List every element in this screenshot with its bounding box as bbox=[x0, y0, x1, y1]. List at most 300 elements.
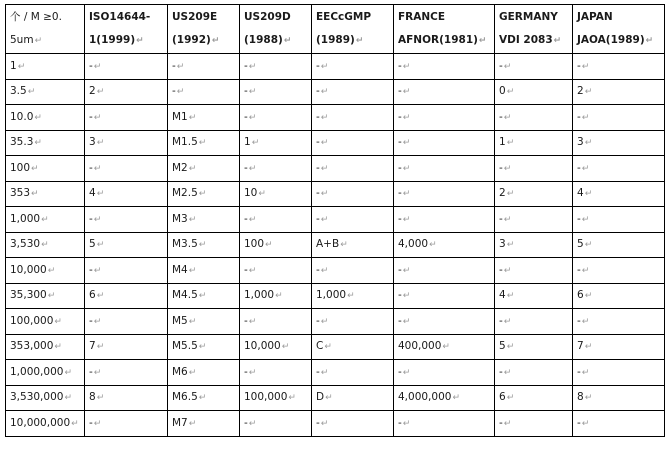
paragraph-mark-icon: ↵ bbox=[198, 393, 207, 404]
paragraph-mark-icon: ↵ bbox=[96, 240, 105, 251]
paragraph-mark-icon: ↵ bbox=[503, 265, 512, 276]
paragraph-mark-icon: ↵ bbox=[31, 189, 39, 200]
table-row bbox=[6, 181, 665, 207]
table-cell bbox=[495, 54, 573, 80]
table-cell bbox=[495, 283, 573, 309]
cell-value: 1 bbox=[499, 136, 506, 149]
paragraph-mark-icon: ↵ bbox=[506, 189, 515, 200]
column-header-line-2 bbox=[316, 29, 389, 53]
table-cell bbox=[394, 79, 495, 105]
table-cell bbox=[240, 207, 312, 233]
paragraph-mark-icon: ↵ bbox=[581, 214, 590, 225]
paragraph-mark-icon: ↵ bbox=[96, 138, 105, 149]
cell-value: M4.5 bbox=[172, 289, 198, 302]
cell-value: 3,530,000 bbox=[10, 391, 64, 404]
cell-value: 353 bbox=[10, 187, 31, 200]
paragraph-mark-icon: ↵ bbox=[584, 393, 593, 404]
table-cell bbox=[394, 411, 495, 437]
paragraph-mark-icon: ↵ bbox=[402, 265, 411, 276]
table-cell bbox=[495, 309, 573, 335]
cell-value: - bbox=[577, 416, 581, 429]
table-cell bbox=[495, 130, 573, 156]
cell-value: 2 bbox=[499, 187, 506, 200]
paragraph-mark-icon: ↵ bbox=[506, 342, 515, 353]
table-cell bbox=[573, 79, 665, 105]
table-cell bbox=[573, 411, 665, 437]
table-row bbox=[6, 385, 665, 411]
table-cell bbox=[6, 232, 85, 258]
paragraph-mark-icon: ↵ bbox=[429, 240, 437, 251]
paragraph-mark-icon: ↵ bbox=[281, 342, 290, 353]
paragraph-mark-icon: ↵ bbox=[93, 265, 102, 276]
cell-value: M6 bbox=[172, 365, 188, 378]
table-cell bbox=[168, 156, 240, 182]
paragraph-mark-icon: ↵ bbox=[581, 112, 590, 123]
column-header bbox=[394, 5, 495, 54]
table-row bbox=[6, 207, 665, 233]
table-cell bbox=[394, 283, 495, 309]
cell-value: - bbox=[316, 161, 320, 174]
paragraph-mark-icon: ↵ bbox=[320, 138, 329, 149]
table-cell bbox=[240, 385, 312, 411]
paragraph-mark-icon: ↵ bbox=[506, 240, 515, 251]
paragraph-mark-icon: ↵ bbox=[320, 265, 329, 276]
paragraph-mark-icon: ↵ bbox=[31, 163, 39, 174]
cell-value: 1,000,000 bbox=[10, 365, 64, 378]
cell-value: - bbox=[316, 59, 320, 72]
cell-value: - bbox=[316, 110, 320, 123]
column-header-line-2 bbox=[398, 29, 490, 53]
table-cell bbox=[240, 334, 312, 360]
table-cell bbox=[394, 54, 495, 80]
paragraph-mark-icon: ↵ bbox=[402, 87, 411, 98]
paragraph-mark-icon: ↵ bbox=[54, 316, 62, 327]
cell-value: 100 bbox=[244, 238, 265, 251]
cell-value: 1 bbox=[244, 136, 251, 149]
paragraph-mark-icon: ↵ bbox=[581, 316, 590, 327]
table-cell bbox=[85, 105, 168, 131]
cell-value: - bbox=[316, 365, 320, 378]
cell-value: - bbox=[316, 416, 320, 429]
paragraph-mark-icon: ↵ bbox=[188, 418, 197, 429]
table-cell bbox=[312, 54, 394, 80]
table-cell bbox=[85, 258, 168, 284]
paragraph-mark-icon: ↵ bbox=[248, 214, 257, 225]
table-cell bbox=[168, 258, 240, 284]
paragraph-mark-icon: ↵ bbox=[248, 112, 257, 123]
table-cell bbox=[394, 309, 495, 335]
column-header bbox=[312, 5, 394, 54]
cell-value: - bbox=[577, 110, 581, 123]
cell-value: - bbox=[89, 416, 93, 429]
cell-value: C bbox=[316, 340, 324, 353]
paragraph-mark-icon: ↵ bbox=[503, 112, 512, 123]
column-header-line-2 bbox=[499, 29, 568, 53]
table-cell bbox=[312, 360, 394, 386]
cell-value: 4,000 bbox=[398, 238, 429, 251]
table-cell bbox=[495, 360, 573, 386]
column-header bbox=[168, 5, 240, 54]
paragraph-mark-icon: ↵ bbox=[258, 189, 266, 200]
cell-value: 6 bbox=[577, 289, 584, 302]
paragraph-mark-icon: ↵ bbox=[320, 418, 329, 429]
paragraph-mark-icon: ↵ bbox=[265, 240, 273, 251]
table-cell bbox=[6, 258, 85, 284]
table-cell bbox=[6, 283, 85, 309]
cell-value: - bbox=[244, 365, 248, 378]
paragraph-mark-icon: ↵ bbox=[355, 35, 364, 46]
column-header bbox=[6, 5, 85, 54]
paragraph-mark-icon: ↵ bbox=[41, 214, 49, 225]
cell-value: - bbox=[577, 263, 581, 276]
paragraph-mark-icon: ↵ bbox=[452, 393, 460, 404]
table-cell bbox=[240, 232, 312, 258]
table-cell bbox=[168, 181, 240, 207]
table-cell bbox=[573, 156, 665, 182]
cell-value: - bbox=[244, 263, 248, 276]
cell-value: - bbox=[398, 263, 402, 276]
table-row bbox=[6, 156, 665, 182]
cell-value: 6 bbox=[89, 289, 96, 302]
cell-value: - bbox=[244, 85, 248, 98]
cell-value: - bbox=[89, 212, 93, 225]
paragraph-mark-icon: ↵ bbox=[584, 138, 593, 149]
cell-value: M7 bbox=[172, 416, 188, 429]
cell-value: - bbox=[577, 365, 581, 378]
paragraph-mark-icon: ↵ bbox=[506, 138, 515, 149]
cell-value: - bbox=[499, 212, 503, 225]
cell-value: 6 bbox=[499, 391, 506, 404]
paragraph-mark-icon: ↵ bbox=[96, 189, 105, 200]
table-cell bbox=[168, 232, 240, 258]
table-cell bbox=[168, 54, 240, 80]
table-cell bbox=[168, 130, 240, 156]
paragraph-mark-icon: ↵ bbox=[248, 87, 257, 98]
cell-value: - bbox=[577, 212, 581, 225]
paragraph-mark-icon: ↵ bbox=[325, 393, 333, 404]
cell-value: 4 bbox=[89, 187, 96, 200]
cell-value: - bbox=[398, 416, 402, 429]
table-cell bbox=[85, 360, 168, 386]
cell-value: 4,000,000 bbox=[398, 391, 452, 404]
paragraph-mark-icon: ↵ bbox=[93, 61, 102, 72]
paragraph-mark-icon: ↵ bbox=[71, 418, 79, 429]
column-header-line-2-text: (1988) bbox=[244, 33, 283, 46]
paragraph-mark-icon: ↵ bbox=[64, 367, 72, 378]
table-cell bbox=[240, 156, 312, 182]
paragraph-mark-icon: ↵ bbox=[248, 265, 257, 276]
table-cell bbox=[85, 232, 168, 258]
cleanroom-standards-table bbox=[5, 4, 665, 437]
paragraph-mark-icon: ↵ bbox=[402, 418, 411, 429]
paragraph-mark-icon: ↵ bbox=[93, 214, 102, 225]
paragraph-mark-icon: ↵ bbox=[581, 265, 590, 276]
cell-value: - bbox=[499, 110, 503, 123]
cell-value: - bbox=[499, 161, 503, 174]
table-cell bbox=[394, 334, 495, 360]
table-cell bbox=[312, 79, 394, 105]
table-cell bbox=[6, 181, 85, 207]
paragraph-mark-icon: ↵ bbox=[96, 342, 105, 353]
paragraph-mark-icon: ↵ bbox=[248, 367, 257, 378]
paragraph-mark-icon: ↵ bbox=[176, 61, 185, 72]
table-row bbox=[6, 130, 665, 156]
paragraph-mark-icon: ↵ bbox=[34, 138, 42, 149]
cell-value: - bbox=[89, 59, 93, 72]
column-header-line-1: 个 / M ≥0. bbox=[10, 10, 62, 23]
paragraph-mark-icon: ↵ bbox=[93, 163, 102, 174]
cell-value: - bbox=[89, 263, 93, 276]
table-cell bbox=[394, 130, 495, 156]
paragraph-mark-icon: ↵ bbox=[34, 35, 43, 46]
table-cell bbox=[573, 130, 665, 156]
table-cell bbox=[573, 105, 665, 131]
cell-value: 4 bbox=[577, 187, 584, 200]
paragraph-mark-icon: ↵ bbox=[188, 163, 197, 174]
table-row bbox=[6, 411, 665, 437]
paragraph-mark-icon: ↵ bbox=[402, 61, 411, 72]
table-cell bbox=[168, 411, 240, 437]
paragraph-mark-icon: ↵ bbox=[506, 393, 515, 404]
cell-value: - bbox=[499, 416, 503, 429]
paragraph-mark-icon: ↵ bbox=[553, 35, 562, 46]
paragraph-mark-icon: ↵ bbox=[96, 87, 105, 98]
paragraph-mark-icon: ↵ bbox=[402, 291, 411, 302]
cell-value: 7 bbox=[577, 340, 584, 353]
column-header-line-2 bbox=[244, 29, 307, 53]
table-cell bbox=[6, 130, 85, 156]
cell-value: - bbox=[244, 59, 248, 72]
paragraph-mark-icon: ↵ bbox=[347, 291, 355, 302]
paragraph-mark-icon: ↵ bbox=[581, 163, 590, 174]
cell-value: - bbox=[577, 161, 581, 174]
paragraph-mark-icon: ↵ bbox=[442, 342, 450, 353]
cell-value: 35.3 bbox=[10, 136, 34, 149]
table-cell bbox=[495, 334, 573, 360]
paragraph-mark-icon: ↵ bbox=[320, 316, 329, 327]
paragraph-mark-icon: ↵ bbox=[320, 367, 329, 378]
paragraph-mark-icon: ↵ bbox=[506, 87, 515, 98]
table-cell bbox=[495, 207, 573, 233]
paragraph-mark-icon: ↵ bbox=[283, 35, 292, 46]
table-body bbox=[6, 54, 665, 437]
table-row bbox=[6, 54, 665, 80]
paragraph-mark-icon: ↵ bbox=[188, 316, 197, 327]
column-header-line-2 bbox=[172, 29, 235, 53]
paragraph-mark-icon: ↵ bbox=[402, 367, 411, 378]
paragraph-mark-icon: ↵ bbox=[506, 291, 515, 302]
table-cell bbox=[85, 181, 168, 207]
paragraph-mark-icon: ↵ bbox=[320, 112, 329, 123]
table-cell bbox=[168, 105, 240, 131]
cell-value: - bbox=[499, 59, 503, 72]
column-header-line-1: ISO14644- bbox=[89, 10, 151, 23]
cell-value: - bbox=[499, 365, 503, 378]
cell-value: M5 bbox=[172, 314, 188, 327]
paragraph-mark-icon: ↵ bbox=[248, 163, 257, 174]
cell-value: M1 bbox=[172, 110, 188, 123]
cell-value: M6.5 bbox=[172, 391, 198, 404]
column-header-line-2-text: (1992) bbox=[172, 33, 211, 46]
cell-value: M2 bbox=[172, 161, 188, 174]
table-cell bbox=[240, 105, 312, 131]
table-cell bbox=[168, 334, 240, 360]
cell-value: 0 bbox=[499, 85, 506, 98]
table-cell bbox=[6, 156, 85, 182]
paragraph-mark-icon: ↵ bbox=[198, 291, 207, 302]
table-cell bbox=[573, 181, 665, 207]
table-cell bbox=[394, 156, 495, 182]
table-cell bbox=[394, 258, 495, 284]
cell-value: A+B bbox=[316, 238, 340, 251]
paragraph-mark-icon: ↵ bbox=[503, 163, 512, 174]
cell-value: - bbox=[172, 85, 176, 98]
table-cell bbox=[394, 181, 495, 207]
cell-value: - bbox=[89, 365, 93, 378]
cell-value: M3 bbox=[172, 212, 188, 225]
column-header-line-2-text: AFNOR(1981) bbox=[398, 33, 478, 46]
column-header bbox=[85, 5, 168, 54]
table-row bbox=[6, 79, 665, 105]
cell-value: - bbox=[316, 187, 320, 200]
table-cell bbox=[6, 79, 85, 105]
table-cell bbox=[312, 232, 394, 258]
column-header bbox=[573, 5, 665, 54]
table-cell bbox=[394, 232, 495, 258]
cell-value: - bbox=[244, 110, 248, 123]
column-header-line-1: US209E bbox=[172, 10, 218, 23]
table-cell bbox=[312, 105, 394, 131]
paragraph-mark-icon: ↵ bbox=[275, 291, 283, 302]
column-header-line-2 bbox=[89, 29, 163, 53]
paragraph-mark-icon: ↵ bbox=[251, 138, 260, 149]
table-row bbox=[6, 309, 665, 335]
table-cell bbox=[6, 207, 85, 233]
paragraph-mark-icon: ↵ bbox=[584, 87, 593, 98]
cell-value: 100,000 bbox=[244, 391, 288, 404]
paragraph-mark-icon: ↵ bbox=[340, 240, 348, 251]
table-cell bbox=[495, 181, 573, 207]
table-cell bbox=[168, 385, 240, 411]
cell-value: - bbox=[499, 263, 503, 276]
table-cell bbox=[573, 232, 665, 258]
paragraph-mark-icon: ↵ bbox=[503, 367, 512, 378]
table-cell bbox=[240, 79, 312, 105]
table-cell bbox=[573, 309, 665, 335]
table-cell bbox=[312, 411, 394, 437]
table-row bbox=[6, 232, 665, 258]
cell-value: - bbox=[316, 314, 320, 327]
paragraph-mark-icon: ↵ bbox=[96, 291, 105, 302]
column-header-line-2-text: 5um bbox=[10, 33, 34, 46]
paragraph-mark-icon: ↵ bbox=[503, 316, 512, 327]
cell-value: 353,000 bbox=[10, 340, 54, 353]
table-cell bbox=[85, 54, 168, 80]
paragraph-mark-icon: ↵ bbox=[320, 214, 329, 225]
paragraph-mark-icon: ↵ bbox=[198, 138, 207, 149]
cell-value: - bbox=[244, 212, 248, 225]
cell-value: D bbox=[316, 391, 325, 404]
cell-value: - bbox=[172, 59, 176, 72]
table-cell bbox=[85, 334, 168, 360]
table-cell bbox=[240, 283, 312, 309]
paragraph-mark-icon: ↵ bbox=[503, 214, 512, 225]
table-cell bbox=[495, 105, 573, 131]
cell-value: 2 bbox=[89, 85, 96, 98]
paragraph-mark-icon: ↵ bbox=[402, 189, 411, 200]
table-cell bbox=[240, 360, 312, 386]
cell-value: 100,000 bbox=[10, 314, 54, 327]
paragraph-mark-icon: ↵ bbox=[288, 393, 296, 404]
cell-value: - bbox=[398, 289, 402, 302]
table-cell bbox=[168, 207, 240, 233]
table-cell bbox=[240, 309, 312, 335]
column-header-line-2-text: JAOA(1989) bbox=[577, 33, 645, 46]
cell-value: - bbox=[316, 136, 320, 149]
table-cell bbox=[6, 105, 85, 131]
table-row bbox=[6, 105, 665, 131]
paragraph-mark-icon: ↵ bbox=[248, 61, 257, 72]
table-cell bbox=[168, 79, 240, 105]
table-cell bbox=[6, 360, 85, 386]
paragraph-mark-icon: ↵ bbox=[93, 112, 102, 123]
table-cell bbox=[240, 411, 312, 437]
table-cell bbox=[495, 232, 573, 258]
table-cell bbox=[394, 105, 495, 131]
paragraph-mark-icon: ↵ bbox=[188, 367, 197, 378]
paragraph-mark-icon: ↵ bbox=[47, 291, 56, 302]
column-header-line-1: GERMANY bbox=[499, 10, 558, 23]
table-cell bbox=[85, 156, 168, 182]
table-cell bbox=[394, 385, 495, 411]
cell-value: 8 bbox=[89, 391, 96, 404]
paragraph-mark-icon: ↵ bbox=[320, 189, 329, 200]
paragraph-mark-icon: ↵ bbox=[64, 393, 72, 404]
cell-value: 3 bbox=[89, 136, 96, 149]
cell-value: 1 bbox=[10, 59, 17, 72]
cell-value: - bbox=[398, 110, 402, 123]
paragraph-mark-icon: ↵ bbox=[324, 342, 332, 353]
cell-value: - bbox=[89, 314, 93, 327]
paragraph-mark-icon: ↵ bbox=[581, 418, 590, 429]
cell-value: M4 bbox=[172, 263, 188, 276]
paragraph-mark-icon: ↵ bbox=[41, 240, 49, 251]
paragraph-mark-icon: ↵ bbox=[47, 265, 56, 276]
cell-value: 7 bbox=[89, 340, 96, 353]
cell-value: - bbox=[316, 263, 320, 276]
cell-value: 2 bbox=[577, 85, 584, 98]
cell-value: 10 bbox=[244, 187, 258, 200]
column-header bbox=[495, 5, 573, 54]
paragraph-mark-icon: ↵ bbox=[17, 61, 26, 72]
column-header-line-2 bbox=[577, 29, 660, 53]
table-cell bbox=[85, 130, 168, 156]
paragraph-mark-icon: ↵ bbox=[34, 112, 42, 123]
column-header-line-1: EECcGMP bbox=[316, 10, 372, 23]
table-cell bbox=[85, 309, 168, 335]
cell-value: 3.5 bbox=[10, 85, 27, 98]
cell-value: 35,300 bbox=[10, 289, 47, 302]
paragraph-mark-icon: ↵ bbox=[645, 35, 654, 46]
cell-value: M1.5 bbox=[172, 136, 198, 149]
table-cell bbox=[312, 309, 394, 335]
paragraph-mark-icon: ↵ bbox=[54, 342, 62, 353]
table-cell bbox=[573, 360, 665, 386]
paragraph-mark-icon: ↵ bbox=[581, 61, 590, 72]
paragraph-mark-icon: ↵ bbox=[320, 87, 329, 98]
cell-value: 400,000 bbox=[398, 340, 442, 353]
paragraph-mark-icon: ↵ bbox=[503, 418, 512, 429]
